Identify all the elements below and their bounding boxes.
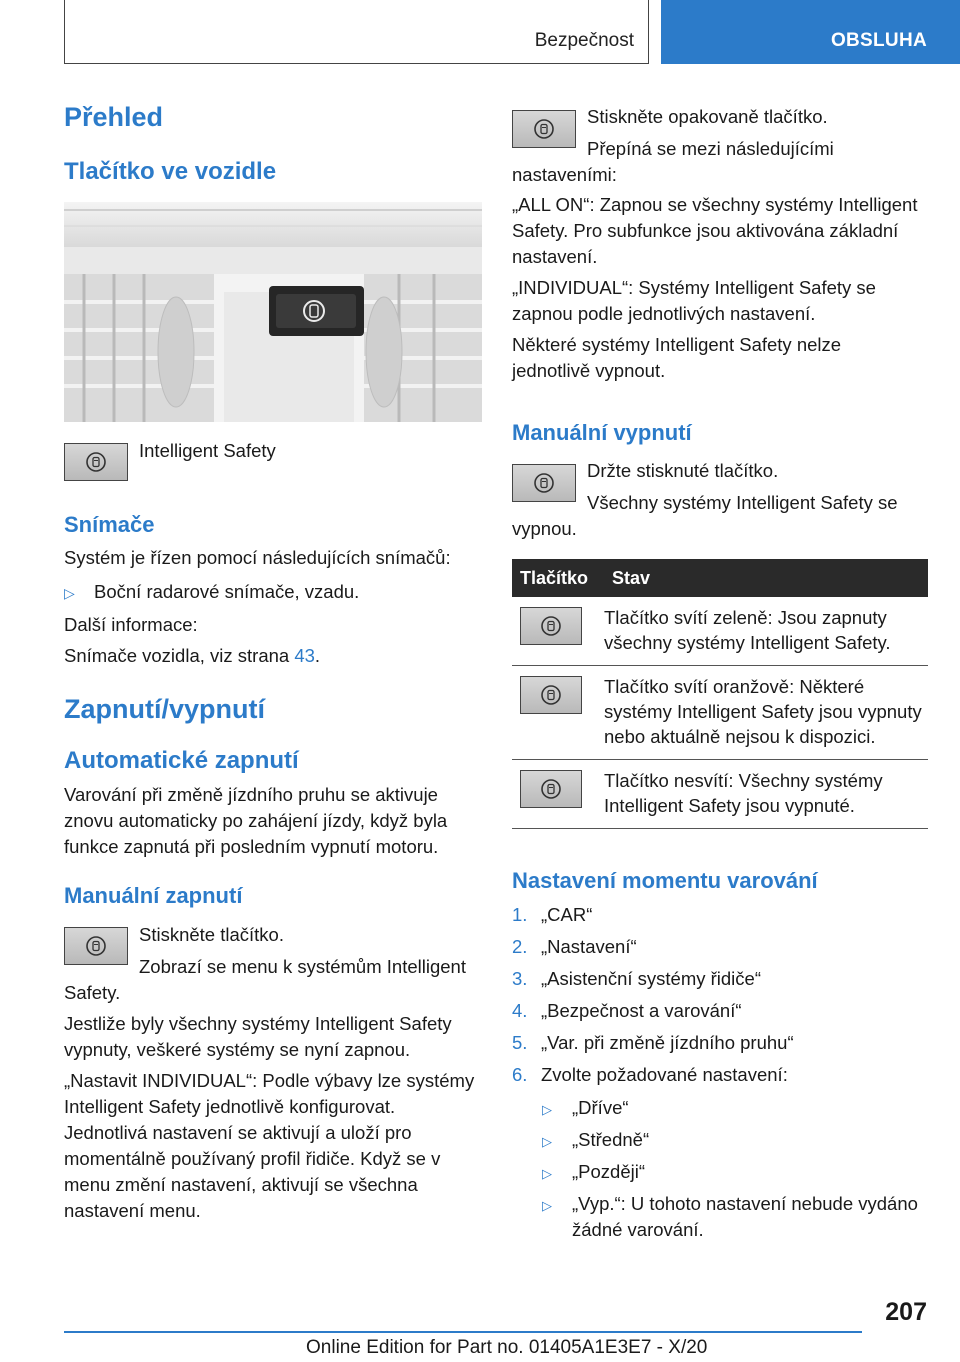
auto-on-text: Varování při změně jízdního pruhu se aktivuje znovu automaticky po zahájení jízdy, když byla funkce zapnutá při posledním vypnutí motoru.: [64, 784, 448, 857]
sensors-ref-link[interactable]: 43: [294, 645, 315, 666]
repeat-step1: Stiskněte opakovaně tlačítko.: [587, 106, 828, 127]
button-orange-state-icon: [520, 676, 582, 714]
triangle-bullet-icon: ▷: [542, 1166, 552, 1181]
intelligent-safety-icon: [540, 684, 562, 706]
sensors-intro: Systém je řízen pomocí následujících snímačů:: [64, 547, 451, 568]
step-text: „Nastavení“: [541, 936, 637, 957]
table-cell-state: Tlačítko svítí oranžově: Některé systémy Intelligent Safety jsou vypnuty nebo aktuálně nejsou k dispozici.: [604, 666, 928, 760]
step-number: 4.: [512, 1000, 528, 1021]
manual-on-step1: Stiskněte tlačítko.: [139, 924, 284, 945]
option-text: „Dříve“: [572, 1097, 629, 1118]
sensors-heading: Snímače: [64, 512, 155, 537]
intelligent-safety-icon: [540, 615, 562, 637]
manual-on-paragraph1: Jestliže byly všechny systémy Intelligent Safety vypnuty, veškeré systémy se nyní zapnou.: [64, 1013, 452, 1060]
page-number: 207: [885, 1298, 927, 1326]
option-text: „Středně“: [572, 1129, 650, 1150]
header-chapter-title: OBSLUHA: [830, 30, 927, 51]
all-on-text: „ALL ON“: Zapnou se všechny systémy Intelligent Safety. Pro subfunkce jsou aktivována základní nastavení.: [512, 194, 918, 267]
sensors-bullet-item: [64, 579, 359, 606]
manual-on-heading: Manuální zapnutí: [64, 883, 243, 908]
triangle-bullet-icon: ▷: [542, 1102, 552, 1117]
header-chapter-box: [661, 0, 960, 64]
vehicle-button-photo: [64, 202, 482, 422]
step-number: 2.: [512, 936, 528, 957]
step-number: 5.: [512, 1032, 528, 1053]
button-label: Intelligent Safety: [139, 440, 276, 461]
option-text: „Později“: [572, 1161, 645, 1182]
repeat-step2: Přepíná se mezi následujícími nastaveními:: [512, 138, 834, 185]
step-text: Zvolte požadované nastavení:: [541, 1064, 788, 1085]
sensors-reference: [64, 643, 320, 669]
step-number: 6.: [512, 1064, 528, 1085]
header-section-box: [64, 0, 649, 64]
step-text: „CAR“: [541, 904, 593, 925]
table-header-button: Tlačítko: [512, 559, 604, 597]
button-green-state-icon: [520, 607, 582, 645]
table-header-row: [512, 559, 928, 597]
step-text: „Bezpečnost a varování“: [541, 1000, 742, 1021]
some-cannot-text: Některé systémy Intelligent Safety nelze jednotlivě vypnout.: [512, 334, 842, 381]
button-off-state-icon: [520, 770, 582, 808]
button-heading: Tlačítko ve vozidle: [64, 158, 277, 185]
triangle-bullet-icon: ▷: [542, 1134, 552, 1149]
option-text: „Vyp.“: U tohoto nastavení nebude vydáno žádné varování.: [572, 1193, 918, 1240]
triangle-bullet-icon: ▷: [64, 585, 75, 601]
step-text: „Var. při změně jízdního pruhu“: [541, 1032, 794, 1053]
intelligent-safety-icon: [85, 451, 107, 473]
table-cell-state: Tlačítko svítí zeleně: Jsou zapnuty všechny systémy Intelligent Safety.: [604, 597, 928, 666]
auto-on-heading: Automatické zapnutí: [64, 747, 299, 774]
step-number: 1.: [512, 904, 528, 925]
manual-on-paragraph2: „Nastavit INDIVIDUAL“: Podle výbavy lze systémy Intelligent Safety jednotlivě konfigurovat. Jednotlivá nastavení se aktivují a uloží pro momentálně používaný profil řidiče. Když se v menu změní nastavení, aktivují se všechna nastavení menu.: [64, 1070, 475, 1221]
footer-edition: Online Edition for Part no. 01405A1E3E7 - X/20: [306, 1337, 708, 1358]
table-row: [512, 597, 928, 666]
table-row: [512, 760, 928, 829]
page-title: Přehled: [64, 102, 164, 132]
button-state-table: [512, 559, 928, 829]
manual-off-step1: Držte stisknuté tlačítko.: [587, 460, 779, 481]
intelligent-safety-button-icon: [64, 443, 128, 481]
triangle-bullet-icon: ▷: [542, 1198, 552, 1213]
onoff-heading: Zapnutí/vypnutí: [64, 694, 265, 724]
step-text: „Asistenční systémy řidiče“: [541, 968, 761, 989]
warning-moment-heading: Nastavení momentu varování: [512, 868, 818, 893]
manual-off-step2: Všechny systémy Intelligent Safety se vypnou.: [512, 492, 898, 539]
table-cell-state: Tlačítko nesvítí: Všechny systémy Intelligent Safety jsou vypnuté.: [604, 760, 928, 829]
manual-off-heading: Manuální vypnutí: [512, 420, 692, 445]
sensors-ref-suffix: .: [314, 645, 321, 666]
sensors-ref-text: Snímače vozidla, viz strana: [64, 645, 295, 666]
intelligent-safety-icon: [540, 778, 562, 800]
step-number: 3.: [512, 968, 528, 989]
table-header-state: Stav: [604, 559, 928, 597]
footer-divider: [64, 1331, 862, 1333]
header-section-title: Bezpečnost: [534, 30, 634, 51]
more-info-label: Další informace:: [64, 614, 198, 635]
manual-on-step2: Zobrazí se menu k systémům Intelligent Safety.: [64, 956, 466, 1003]
table-row: [512, 666, 928, 760]
sensors-bullet-text: Boční radarové snímače, vzadu.: [94, 581, 360, 602]
individual-text: „INDIVIDUAL“: Systémy Intelligent Safety se zapnou podle jednotlivých nastavení.: [512, 277, 876, 324]
